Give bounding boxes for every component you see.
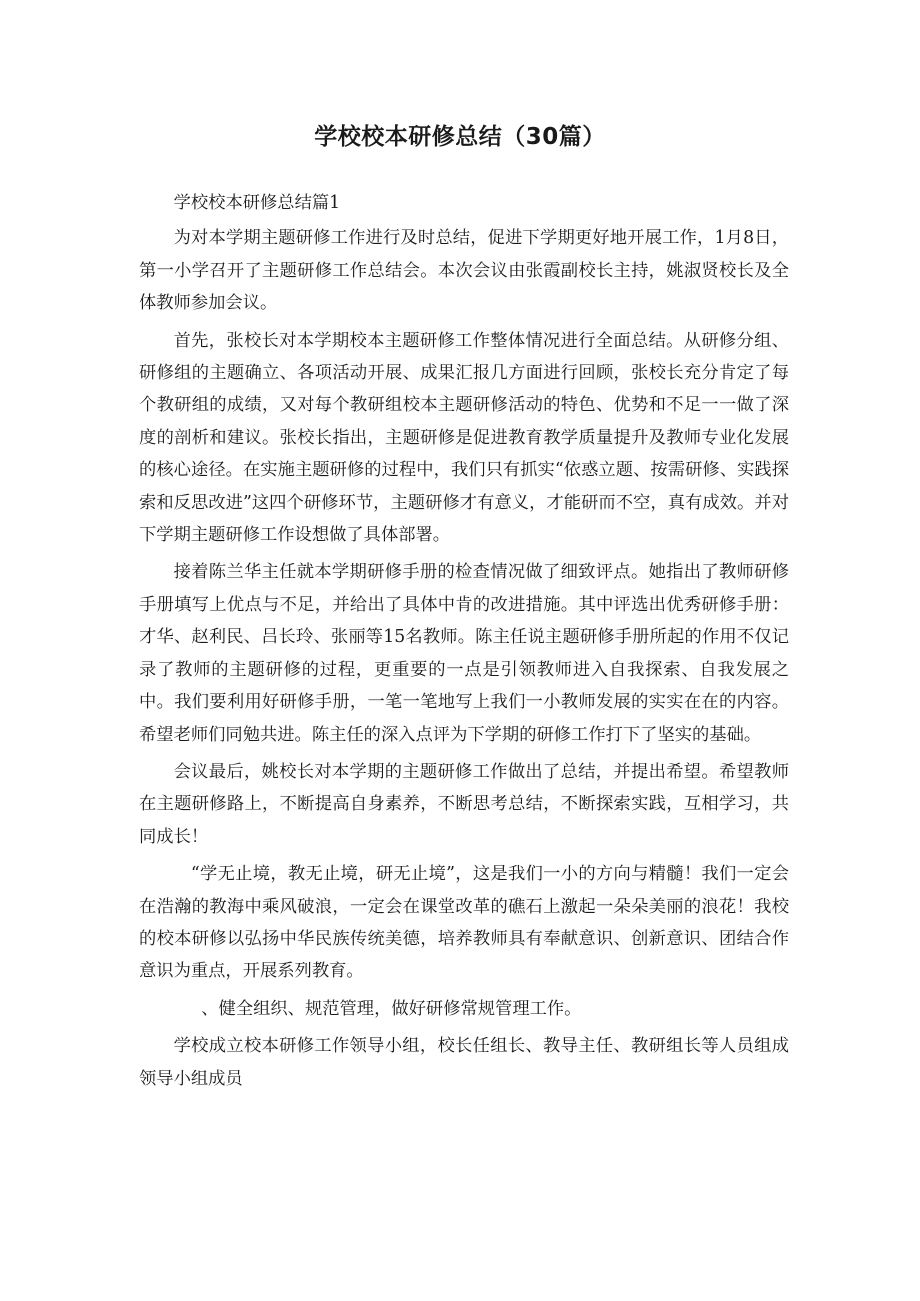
paragraph: 接着陈兰华主任就本学期研修手册的检查情况做了细致评点。她指出了教师研修手册填写上优点与不足，并给出了具体中肯的改进措施。其中评选出优秀研修手册：才华、赵利民、吕长玲、张丽等15名教师。陈主任说主题研修手册所起的作用不仅记录了教师的主题研修的过程，更重要的一点是引领教师进入自我探索、自我发展之中。我们要利用好研修手册，一笔一笔地写上我们一小教师发展的实实在在的内容。希望老师们同勉共进。陈主任的深入点评为下学期的研修工作打下了坚实的基础。 xyxy=(139,562,789,745)
paragraph: 会议最后，姚校长对本学期的主题研修工作做出了总结，并提出希望。希望教师在主题研修路上，不断提高自身素养，不断思考总结，不断探索实践，互相学习，共同成长！ xyxy=(139,761,789,847)
paragraph: 学校成立校本研修工作领导小组，校长任组长、教导主任、教研组长等人员组成领导小组成员 xyxy=(139,1036,789,1089)
document-body xyxy=(139,187,789,1100)
paragraph: 为对本学期主题研修工作进行及时总结，促进下学期更好地开展工作，1月8日，第一小学召开了主题研修工作总结会。本次会议由张霞副校长主持，姚淑贤校长及全体教师参加会议。 xyxy=(139,228,789,314)
paragraph: “学无止境，教无止境，研无止境”，这是我们一小的方向与精髓！我们一定会在浩瀚的教海中乘风破浪，一定会在课堂改革的礁石上激起一朵朵美丽的浪花！我校的校本研修以弘扬中华民族传统美德，培养教师具有奉献意识、创新意识、团结合作意识为重点，开展系列教育。 xyxy=(139,864,789,982)
section-heading: 学校校本研修总结篇1 xyxy=(173,193,341,213)
subsection-heading: 、健全组织、规范管理，做好研修常规管理工作。 xyxy=(201,998,582,1019)
document-title: 学校校本研修总结（30篇） xyxy=(314,124,606,150)
paragraph: 首先，张校长对本学期校本主题研修工作整体情况进行全面总结。从研修分组、研修组的主题确立、各项活动开展、成果汇报几方面进行回顾，张校长充分肯定了每个教研组的成绩，又对每个教研组校本主题研修活动的特色、优势和不足一一做了深度的剖析和建议。张校长指出，主题研修是促进教育教学质量提升及教师专业化发展的核心途径。在实施主题研修的过程中，我们只有抓实“依惑立题、按需研修、实践探索和反思改进”这四个研修环节，主题研修才有意义，才能研而不空，真有成效。并对下学期主题研修工作设想做了具体部署。 xyxy=(139,330,789,546)
